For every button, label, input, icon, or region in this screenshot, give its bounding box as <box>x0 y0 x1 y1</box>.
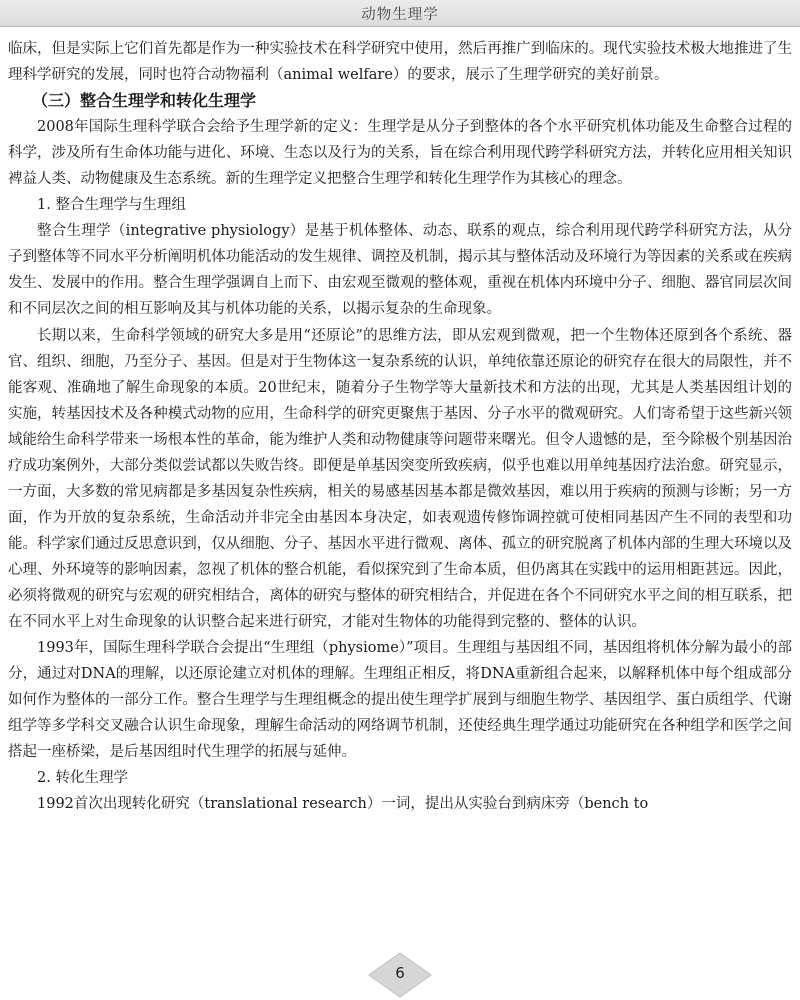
paragraph-translational: 1992首次出现转化研究（translational research）一词，提出从实验台到病床旁（bench to <box>37 796 649 813</box>
subsection-heading-1: 1. 整合生理学与生理组 <box>37 197 186 214</box>
page-number-badge <box>368 952 432 998</box>
section-heading: （三）整合生理学和转化生理学 <box>32 91 257 111</box>
page-body <box>8 36 792 817</box>
paragraph-continued: 临床，但是实际上它们首先都是作为一种实验技术在科学研究中使用，然后再推广到临床的。现代实验技术极大地推进了生理科学研究的发展，同时也符合动物福利（animal welfare）的要求，展示了生理学研究的美好前景。 <box>8 41 792 84</box>
subsection-heading-2: 2. 转化生理学 <box>37 770 128 787</box>
book-title: 动物生理学 <box>361 7 439 23</box>
paragraph-physiome: 1993年，国际生理科学联合会提出“生理组（physiome）”项目。生理组与基因组不同，基因组将机体分解为最小的部分，通过对DNA的理解，以还原论建立对机体的理解。生理组正相反，将DNA重新组合起来，以解释机体中每个组成部分如何作为整体的一部分工作。整合生理学与生理组概念的提出使生理学扩展到与细胞生物学、基因组学、蛋白质组学、代谢组学等多学科交叉融合认识生命现象，理解生命活动的网络调节机制，还使经典生理学通过功能研究在各种组学和医学之间搭起一座桥梁，是后基因组时代生理学的拓展与延伸。 <box>8 640 792 761</box>
page-number: 6 <box>395 964 405 982</box>
running-header <box>0 0 800 27</box>
paragraph-integrative: 整合生理学（integrative physiology）是基于机体整体、动态、联系的观点，综合利用现代跨学科研究方法，从分子到整体等不同水平分析阐明机体功能活动的发生规律、调控及机制，揭示其与整体活动及环境行为等因素的关系或在疾病发生、发展中的作用。整合生理学强调自上而下、由宏观至微观的整体观，重视在机体内环境中分子、细胞、器官同层次间和不同层次之间的相互影响及其与机体功能的关系，以揭示复杂的生命现象。 <box>8 223 792 318</box>
paragraph-reductionism: 长期以来，生命科学领域的研究大多是用“还原论”的思维方法，即从宏观到微观，把一个生物体还原到各个系统、器官、组织、细胞，乃至分子、基因。但是对于生物体这一复杂系统的认识，单纯依靠还原论的研究存在很大的局限性，并不能客观、准确地了解生命现象的本质。20世纪末，随着分子生物学等大量新技术和方法的出现，尤其是人类基因组计划的实施，转基因技术及各种模式动物的应用，生命科学的研究更聚焦于基因、分子水平的微观研究。人们寄希望于这些新兴领域能给生命科学带来一场根本性的革命，能为维护人类和动物健康等问题带来曙光。但令人遗憾的是，至今除极个别基因治疗成功案例外，大部分类似尝试都以失败告终。即便是单基因突变所致疾病，似乎也难以用单纯基因疗法治愈。研究显示，一方面，大多数的常见病都是多基因复杂性疾病，相关的易感基因基本都是微效基因，难以用于疾病的预测与诊断；另一方面，作为开放的复杂系统，生命活动并非完全由基因本身决定，如表观遗传修饰调控就可使相同基因产生不同的表型和功能。科学家们通过反思意识到，仅从细胞、分子、基因水平进行微观、离体、孤立的研究脱离了机体内部的生理大环境以及心理、外环境等的影响因素，忽视了机体的整合机能，看似探究到了生命本质，但仍离其在实践中的运用相距甚远。因此，必须将微观的研究与宏观的研究相结合，离体的研究与整体的研究相结合，并促进在各个不同研究水平之间的相互联系，把在不同水平上对生命现象的认识整合起来进行研究，才能对生物体的功能得到完整的、整体的认识。 <box>8 327 792 631</box>
paragraph-definition: 2008年国际生理科学联合会给予生理学新的定义：生理学是从分子到整体的各个水平研究机体功能及生命整合过程的科学，涉及所有生命体功能与进化、环境、生态以及行为的关系，旨在综合利用现代跨学科研究方法，并转化应用相关知识裨益人类、动物健康及生态系统。新的生理学定义把整合生理学和转化生理学作为其核心的理念。 <box>8 119 792 188</box>
